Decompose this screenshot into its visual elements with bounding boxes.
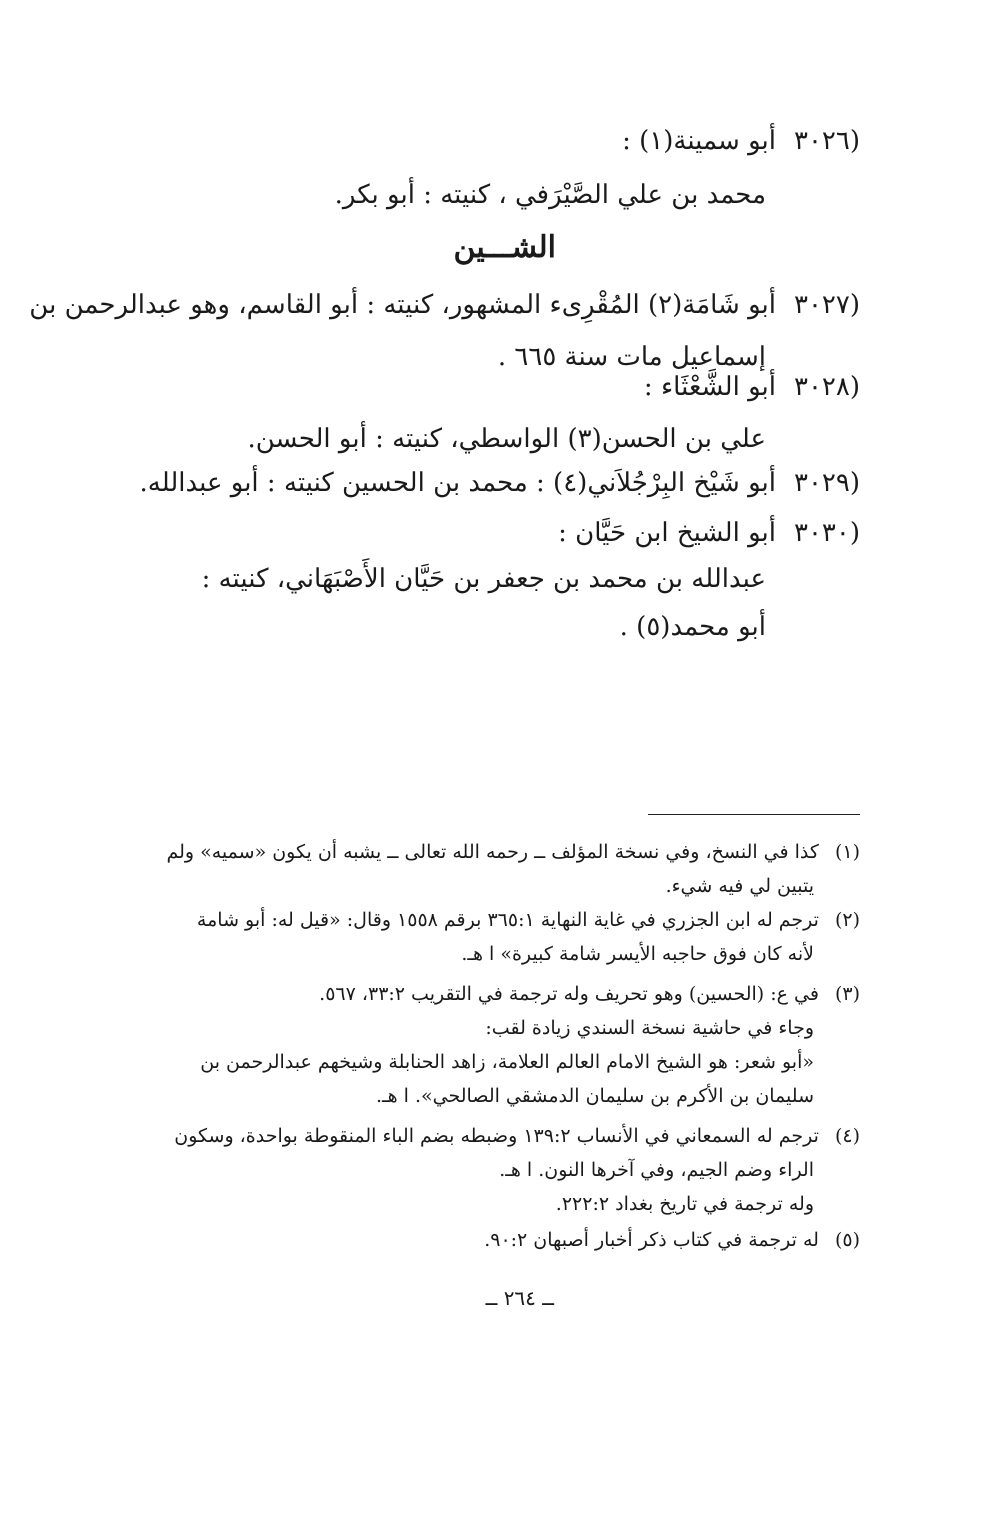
section-heading: الشـــين [453,230,556,265]
footnote-text: ترجم له السمعاني في الأنساب ١٣٩:٢ وضبطه بضم الباء المنقوطة بواحدة، وسكون [174,1125,819,1147]
footnote-number: (٢) [834,909,860,931]
entry-3030-body-line-2 [620,610,766,644]
entry-3030-head [558,516,860,550]
footnote-separator [648,814,860,815]
footnote-number: (١) [834,841,860,863]
footnote-2 [197,906,860,934]
footnote-4-line-2 [499,1156,814,1184]
entry-text: محمد بن علي الصَّيْرَفي ، كنيته : أبو بكر. [334,180,766,210]
entry-3027-head [29,288,860,322]
footnote-text: له ترجمة في كتاب ذكر أخبار أصبهان ٩٠:٢. [484,1229,819,1251]
page-number: ــ ٢٦٤ ــ [485,1286,554,1310]
footnote-text: ترجم له ابن الجزري في غاية النهاية ٣٦٥:١ برقم ١٥٥٨ وقال: «قيل له: أبو شامة [196,909,819,931]
entry-title: أبو شَامَة(٢) المُقْرِىء المشهور، كنيته : أبو القاسم، وهو عبدالرحمن بن [29,290,776,320]
footnote-text: الراء وضم الجيم، وفي آخرها النون. ا هـ. [499,1159,814,1181]
entry-3030-body-line-1 [202,562,766,596]
entry-title: أبو الشَّعْثَاء : [643,372,776,402]
entry-text: إسماعيل مات سنة ٦٦٥ . [497,342,766,372]
footnote-text: «أبو شعر: هو الشيخ الامام العالم العلامة، زاهد الحنابلة وشيخهم عبدالرحمن بن [200,1051,814,1073]
entry-3028-body [247,422,766,456]
entry-text: عبدالله بن محمد بن جعفر بن حَيَّان الأَصْبَهَاني، كنيته : [201,564,766,594]
entry-number: (٣٠٢٨ [793,372,860,402]
footnote-text: سليمان بن الأكرم بن سليمان الدمشقي الصالحي». ا هـ. [376,1085,814,1107]
footnote-4 [174,1122,860,1150]
footnote-3-line-4 [376,1082,814,1110]
footnote-5 [484,1226,860,1254]
footnote-1 [166,838,860,866]
entry-3029-head [140,466,860,500]
entry-3028-head [644,370,860,404]
entry-3026-body [335,178,766,212]
entry-number: (٣٠٢٧ [793,290,860,320]
footnote-number: (٥) [834,1229,860,1251]
entry-number: (٣٠٣٠ [793,518,860,548]
entry-title: أبو شَيْخ البِرْجُلاَني(٤) : محمد بن الحسين كنيته : أبو عبدالله. [139,468,776,498]
entry-title: أبو سمينة(١) : [622,126,776,156]
footnote-text: في ع: (الحسين) وهو تحريف وله ترجمة في التقريب ٣٣:٢، ٥٦٧. [319,983,819,1005]
footnote-text: كذا في النسخ، وفي نسخة المؤلف ــ رحمه الله تعالى ــ يشبه أن يكون «سميه» ولم [166,841,819,863]
entry-number: (٣٠٢٩ [793,468,860,498]
entry-text: أبو محمد(٥) . [619,612,766,642]
footnote-text: يتبين لي فيه شيء. [665,875,814,897]
footnote-number: (٤) [834,1125,860,1147]
footnote-4-line-3 [556,1190,814,1218]
entry-text: علي بن الحسن(٣) الواسطي، كنيته : أبو الحسن. [247,424,766,454]
footnote-3-line-3 [200,1048,814,1076]
entry-number: (٣٠٢٦ [793,126,860,156]
footnote-3 [319,980,860,1008]
footnote-text: وله ترجمة في تاريخ بغداد ٢٢٢:٢. [555,1193,814,1215]
entry-3026-head [622,124,860,158]
footnote-2-cont [461,940,814,968]
footnote-number: (٣) [834,983,860,1005]
footnote-text: وجاء في حاشية نسخة السندي زيادة لقب: [485,1017,814,1039]
footnote-3-line-2 [485,1014,814,1042]
footnote-text: لأنه كان فوق حاجبه الأيسر شامة كبيرة» ا هـ. [461,943,814,965]
footnote-1-cont [666,872,814,900]
entry-title: أبو الشيخ ابن حَيَّان : [558,518,776,548]
entry-3027-body [498,340,766,374]
